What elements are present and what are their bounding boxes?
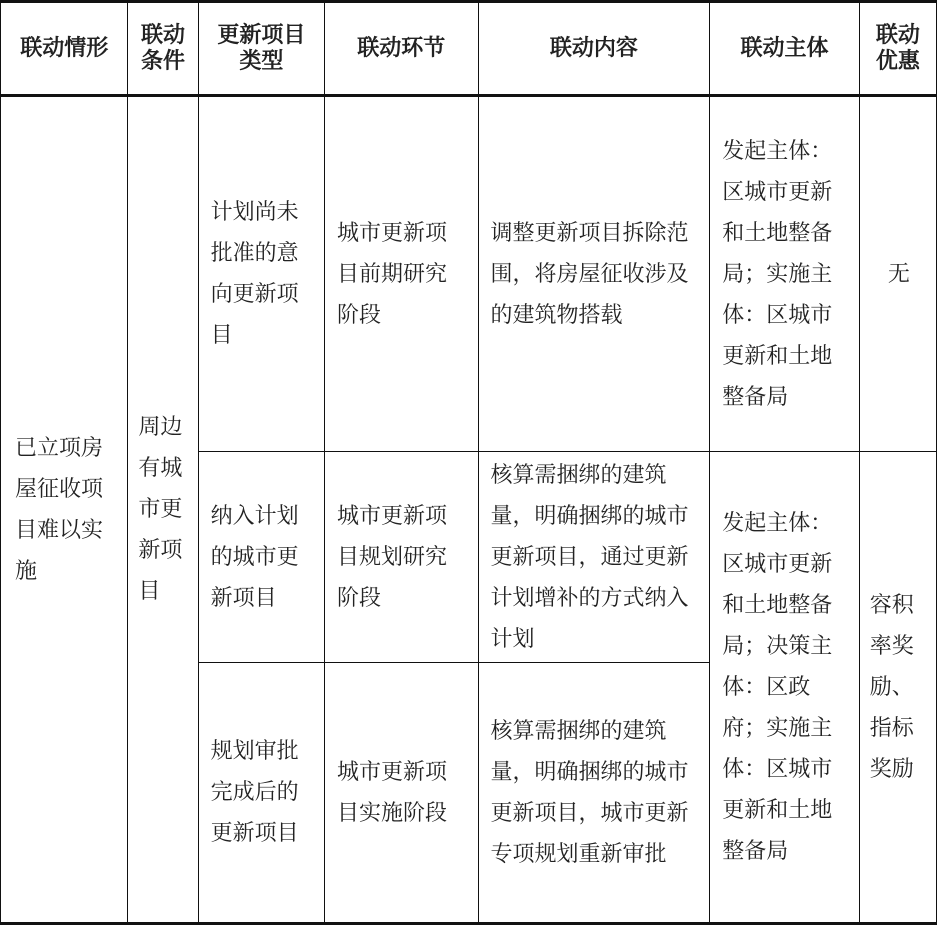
content-cell <box>478 96 710 452</box>
content-text: 核算需捆绑的建筑量，明确捆绑的城市更新项目，城市更新专项规划重新审批 <box>490 718 689 867</box>
subject-cell <box>710 452 859 924</box>
subject-cell <box>710 96 859 452</box>
header-benefit: 联动 优惠 <box>859 2 936 96</box>
header-project-type: 更新项目 类型 <box>198 2 324 96</box>
stage-text: 城市更新项目实施阶段 <box>337 759 448 826</box>
type-text: 纳入计划的城市更新项目 <box>210 503 299 611</box>
stage-text: 城市更新项目前期研究阶段 <box>337 220 448 328</box>
benefit-text: 容积率奖励、指标奖励 <box>869 592 914 782</box>
content-cell <box>478 663 710 924</box>
type-cell <box>198 663 324 924</box>
header-situation: 联动情形 <box>1 2 128 96</box>
header-stage: 联动环节 <box>325 2 478 96</box>
stage-cell <box>325 663 478 924</box>
content-text: 核算需捆绑的建筑量，明确捆绑的城市更新项目，通过更新计划增补的方式纳入计划 <box>490 462 689 652</box>
benefit-text: 无 <box>887 261 910 287</box>
situation-text: 已立项房屋征收项目难以实施 <box>15 435 104 584</box>
header-row <box>1 2 937 96</box>
type-text: 计划尚未批准的意向更新项目 <box>210 200 299 348</box>
header-subject: 联动主体 <box>710 2 859 96</box>
type-text: 规划审批完成后的更新项目 <box>210 739 299 846</box>
condition-text: 周边有城市更新项目 <box>138 415 183 604</box>
type-cell <box>198 96 324 452</box>
stage-cell <box>325 452 478 663</box>
subject-text: 发起主体：区城市更新和土地整备局；实施主体：区城市更新和土地整备局 <box>722 138 833 410</box>
header-condition: 联动 条件 <box>128 2 198 96</box>
header-content: 联动内容 <box>478 2 710 96</box>
stage-cell <box>325 96 478 452</box>
content-cell <box>478 452 710 663</box>
table-row <box>1 96 937 452</box>
type-cell <box>198 452 324 663</box>
subject-text: 发起主体：区城市更新和土地整备局；决策主体：区政府；实施主体：区城市更新和土地整备局 <box>722 510 833 864</box>
benefit-cell <box>859 452 936 924</box>
content-text: 调整更新项目拆除范围，将房屋征收涉及的建筑物搭载 <box>490 220 689 328</box>
stage-text: 城市更新项目规划研究阶段 <box>337 503 448 611</box>
situation-cell <box>1 96 128 924</box>
benefit-cell <box>859 96 936 452</box>
condition-cell <box>128 96 198 924</box>
